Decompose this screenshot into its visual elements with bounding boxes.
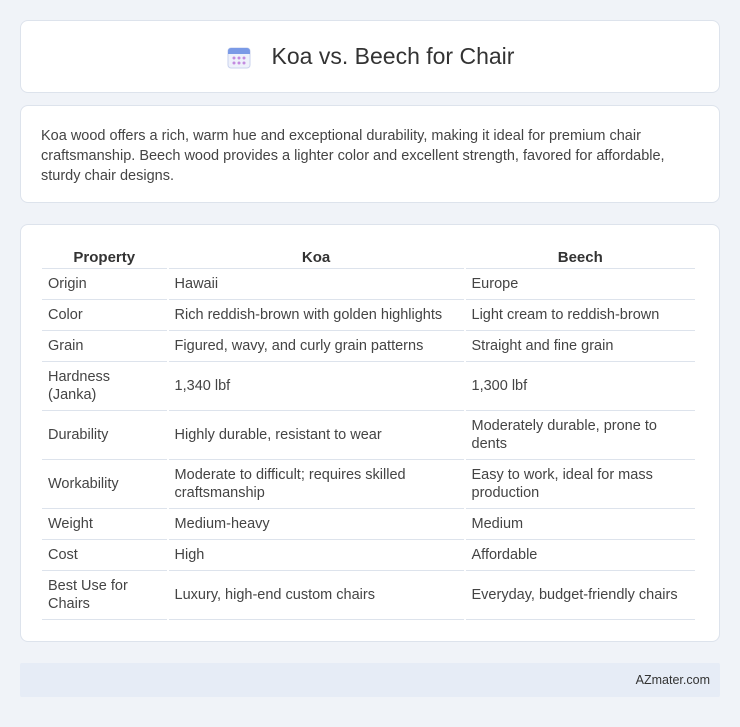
header-koa: Koa — [169, 245, 464, 269]
table-row — [42, 540, 695, 571]
table-row — [42, 509, 695, 540]
table-row — [42, 460, 695, 509]
koa-cell: Rich reddish-brown with golden highlights — [169, 300, 464, 331]
table-row — [42, 269, 695, 300]
property-cell: Weight — [42, 509, 167, 540]
property-cell: Workability — [42, 460, 167, 509]
property-cell: Grain — [42, 331, 167, 362]
beech-cell: 1,300 lbf — [466, 362, 695, 411]
beech-cell: Everyday, budget-friendly chairs — [466, 571, 695, 620]
beech-cell: Medium — [466, 509, 695, 540]
property-cell: Best Use for Chairs — [42, 571, 167, 620]
intro-paragraph: Koa wood offers a rich, warm hue and exceptional durability, making it ideal for premium chair craftsmanship. Beech wood provides a lighter color and excellent strength, favored for affordable, sturdy chair designs. — [41, 128, 665, 184]
beech-cell: Affordable — [466, 540, 695, 571]
koa-cell: Moderate to difficult; requires skilled craftsmanship — [169, 460, 464, 509]
property-cell: Hardness (Janka) — [42, 362, 167, 411]
footer — [20, 663, 720, 697]
koa-cell: Figured, wavy, and curly grain patterns — [169, 331, 464, 362]
beech-cell: Easy to work, ideal for mass production — [466, 460, 695, 509]
header-card — [20, 20, 720, 93]
beech-cell: Straight and fine grain — [466, 331, 695, 362]
calendar-icon — [226, 44, 252, 70]
table-row — [42, 362, 695, 411]
header-property: Property — [42, 245, 167, 269]
koa-cell: 1,340 lbf — [169, 362, 464, 411]
property-cell: Origin — [42, 269, 167, 300]
table-row — [42, 331, 695, 362]
table-header-row — [42, 245, 695, 269]
footer-site-name[interactable]: AZmater.com — [635, 673, 710, 687]
intro-card — [20, 105, 720, 203]
property-cell: Color — [42, 300, 167, 331]
koa-cell: Highly durable, resistant to wear — [169, 411, 464, 460]
koa-cell: Medium-heavy — [169, 509, 464, 540]
koa-cell: High — [169, 540, 464, 571]
beech-cell: Europe — [466, 269, 695, 300]
koa-cell: Luxury, high-end custom chairs — [169, 571, 464, 620]
header-beech: Beech — [466, 245, 695, 269]
table-row — [42, 300, 695, 331]
page-title: Koa vs. Beech for Chair — [271, 43, 515, 69]
table-row — [42, 411, 695, 460]
table-row — [42, 571, 695, 620]
comparison-card — [20, 224, 720, 642]
property-cell: Cost — [42, 540, 167, 571]
beech-cell: Moderately durable, prone to dents — [466, 411, 695, 460]
beech-cell: Light cream to reddish-brown — [466, 300, 695, 331]
comparison-table — [40, 245, 697, 620]
property-cell: Durability — [42, 411, 167, 460]
koa-cell: Hawaii — [169, 269, 464, 300]
